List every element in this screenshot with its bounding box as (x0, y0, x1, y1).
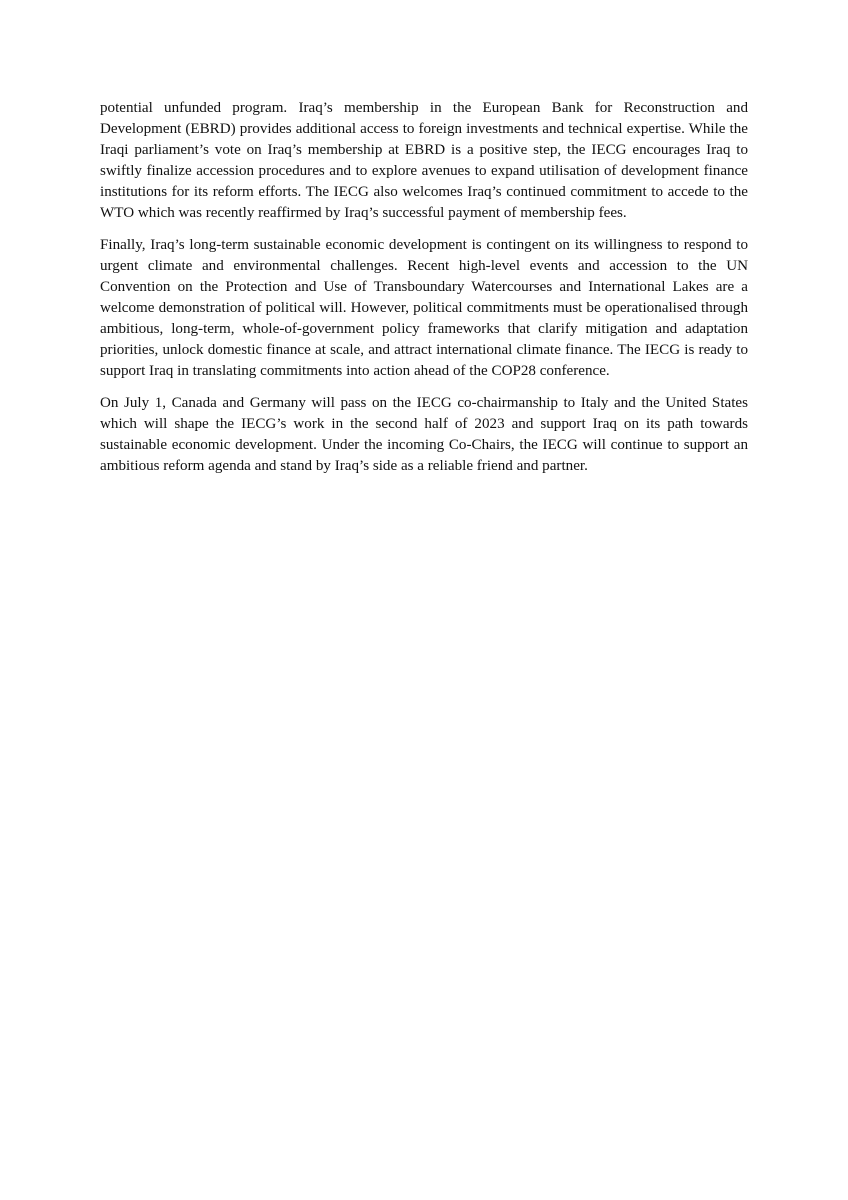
paragraph-ebrd-wto: potential unfunded program. Iraq’s membership in the European Bank for Reconstruction and Development (EBRD) provides additional access to foreign investments and technical expertise. While the Iraqi parliament’s vote on Iraq’s membership at EBRD is a positive step, the IECG encourages Iraq to swiftly finalize accession procedures and to explore avenues to expand utilisation of development finance institutions for its reform efforts. The IECG also welcomes Iraq’s continued commitment to accede to the WTO which was recently reaffirmed by Iraq’s successful payment of membership fees. (100, 100, 748, 221)
paragraph-co-chairmanship: On July 1, Canada and Germany will pass on the IECG co-chairmanship to Italy and the United States which will shape the IECG’s work in the second half of 2023 and support Iraq on its path towards sustainable economic development. Under the incoming Co-Chairs, the IECG will continue to support an ambitious reform agenda and stand by Iraq’s side as a reliable friend and partner. (100, 395, 748, 474)
document-body (100, 98, 748, 488)
paragraph-climate: Finally, Iraq’s long-term sustainable economic development is contingent on its willingness to respond to urgent climate and environmental challenges. Recent high-level events and accession to the UN Convention on the Protection and Use of Transboundary Watercourses and International Lakes are a welcome demonstration of political will. However, political commitments must be operationalised through ambitious, long-term, whole-of-government policy frameworks that clarify mitigation and adaptation priorities, unlock domestic finance at scale, and attract international climate finance. The IECG is ready to support Iraq in translating commitments into action ahead of the COP28 conference. (100, 237, 748, 379)
